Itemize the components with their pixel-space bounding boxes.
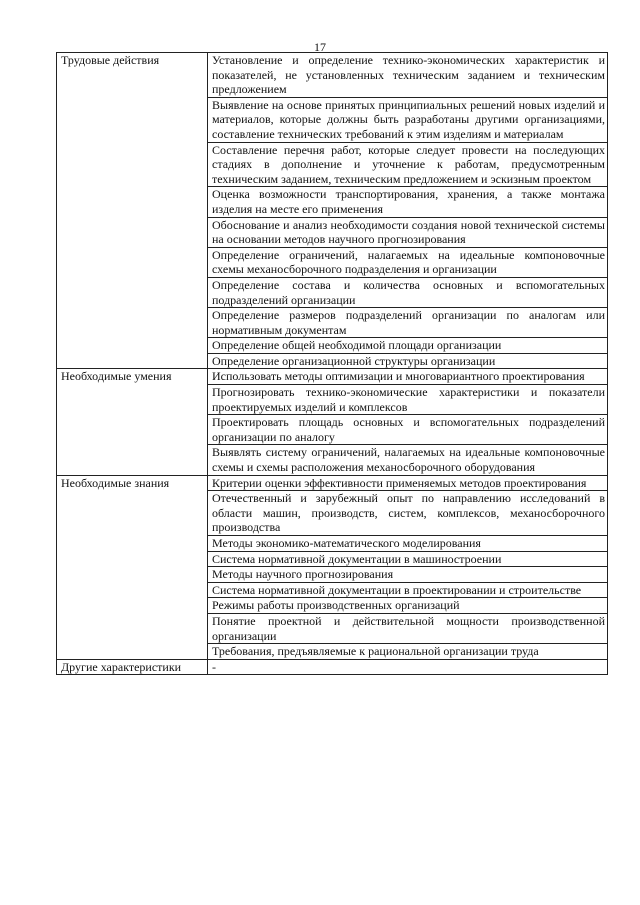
section-item: - — [208, 659, 608, 675]
section-item: Определение общей необходимой площади организации — [208, 338, 608, 354]
section-item: Установление и определение технико-экономических характеристик и показателей, не установленных техническим заданием и техническим предложением — [208, 53, 608, 98]
section-item: Методы научного прогнозирования — [208, 567, 608, 583]
section-label-required-knowledge: Необходимые знания — [57, 475, 208, 659]
section-item: Методы экономико-математического моделирования — [208, 536, 608, 552]
section-item: Определение организационной структуры организации — [208, 353, 608, 369]
section-item: Отечественный и зарубежный опыт по направлению исследований в области машин, производств, систем, комплексов, механосборочного производства — [208, 491, 608, 536]
table-row — [57, 659, 608, 675]
section-item: Прогнозировать технико-экономические характеристики и показатели проектируемых изделий и комплексов — [208, 385, 608, 415]
section-item: Определение ограничений, налагаемых на идеальные компоновочные схемы механосборочного подразделения и организации — [208, 247, 608, 277]
section-item: Требования, предъявляемые к рациональной организации труда — [208, 644, 608, 660]
page-number: 17 — [314, 40, 326, 54]
section-item: Выявление на основе принятых принципиальных решений новых изделий и материалов, которые должны быть разработаны другими организациями, составление технических требований к этим изделиям и материалам — [208, 97, 608, 142]
section-label-labor-actions: Трудовые действия — [57, 53, 208, 369]
section-item: Критерии оценки эффективности применяемых методов проектирования — [208, 475, 608, 491]
section-item: Выявлять систему ограничений, налагаемых на идеальные компоновочные схемы и схемы расположения механосборочного оборудования — [208, 445, 608, 475]
section-label-other-characteristics: Другие характеристики — [57, 659, 208, 675]
section-item: Оценка возможности транспортирования, хранения, а также монтажа изделия на месте его применения — [208, 187, 608, 217]
table-row — [57, 475, 608, 491]
section-item: Обоснование и анализ необходимости создания новой технической системы на основании методов научного прогнозирования — [208, 217, 608, 247]
section-item: Режимы работы производственных организаций — [208, 598, 608, 614]
section-item: Понятие проектной и действительной мощности производственной организации — [208, 613, 608, 643]
table-row — [57, 369, 608, 385]
requirements-table — [56, 52, 608, 675]
section-label-required-skills: Необходимые умения — [57, 369, 208, 475]
section-item: Определение состава и количества основных и вспомогательных подразделений организации — [208, 277, 608, 307]
section-item: Проектировать площадь основных и вспомогательных подразделений организации по аналогу — [208, 415, 608, 445]
section-item: Использовать методы оптимизации и многовариантного проектирования — [208, 369, 608, 385]
section-item: Составление перечня работ, которые следует провести на последующих стадиях в дополнение и уточнение к работам, предусмотренным техническим заданием, техническим предложением и эскизным проектом — [208, 142, 608, 187]
section-item: Система нормативной документации в машиностроении — [208, 551, 608, 567]
section-item: Система нормативной документации в проектировании и строительстве — [208, 582, 608, 598]
section-item: Определение размеров подразделений организации по аналогам или нормативным документам — [208, 308, 608, 338]
table-row — [57, 53, 608, 98]
